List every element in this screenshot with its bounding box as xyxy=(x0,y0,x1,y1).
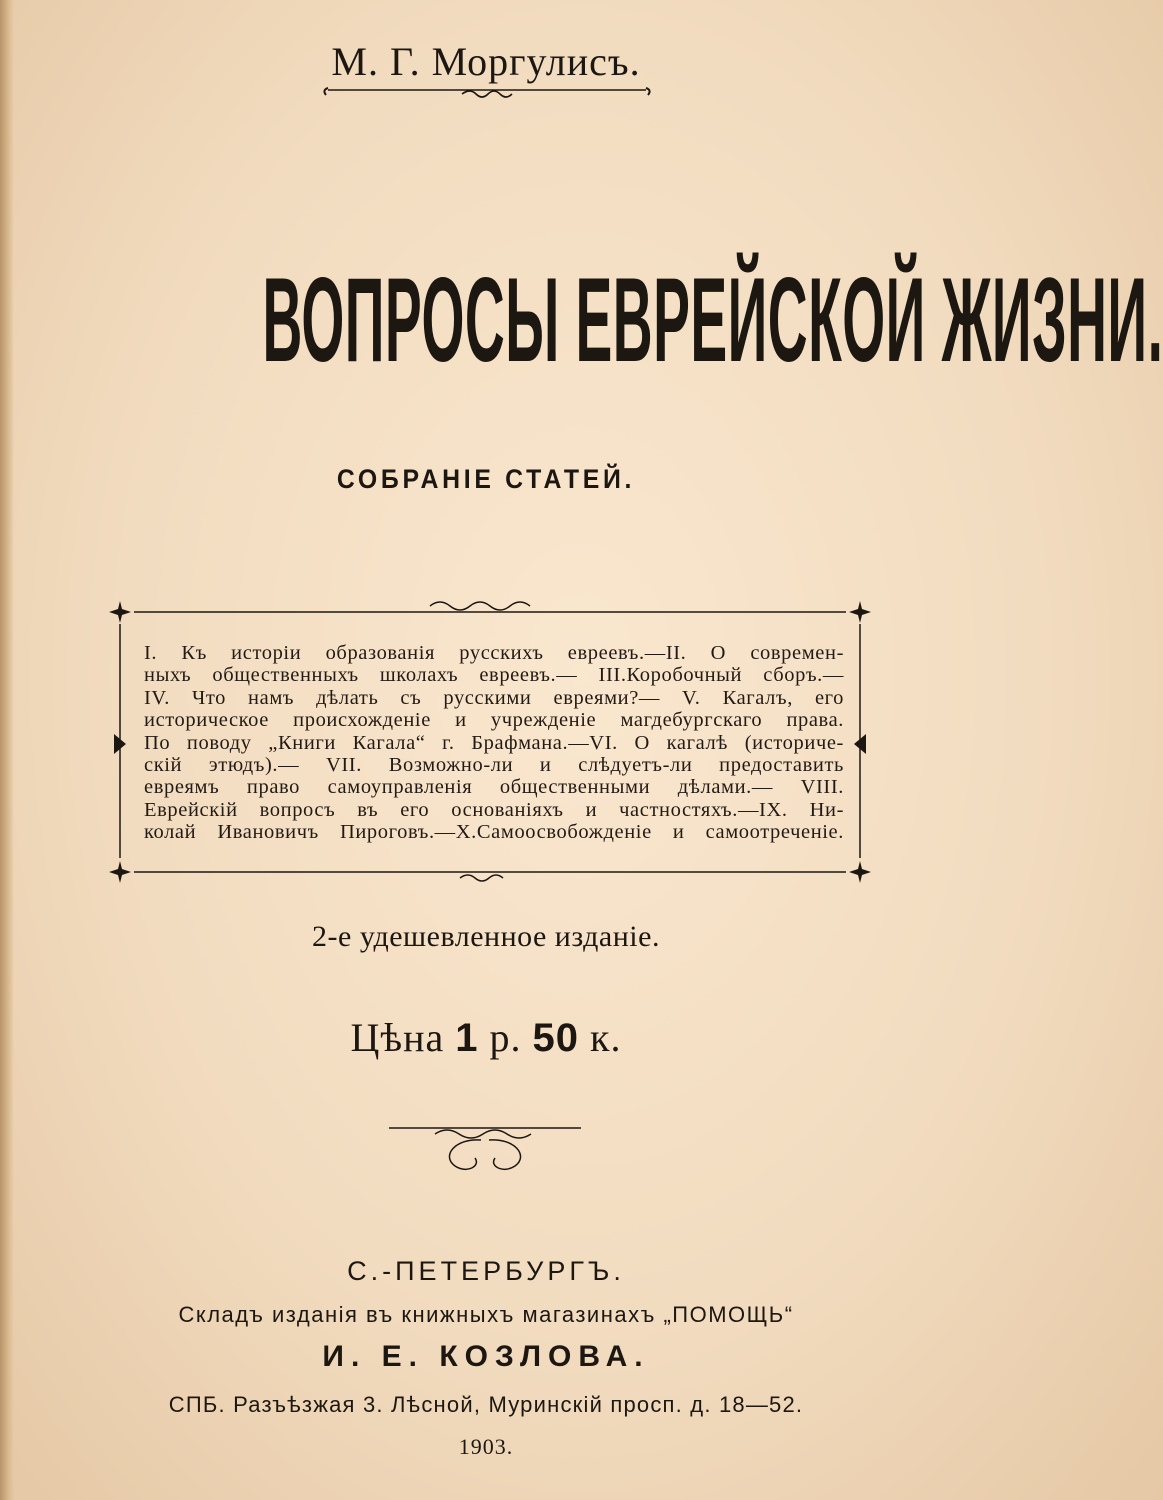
corner-ornament-icon xyxy=(109,601,131,623)
contents-line: евреямъ право самоуправленія общественными дѣлами.— VIII. xyxy=(144,776,844,799)
corner-ornament-icon xyxy=(849,601,871,623)
contents-line: По поводу „Книги Кагала“ г. Брафмана.—VI. О кагалѣ (историче- xyxy=(144,731,844,754)
author-name: М. Г. Моргулисъ. xyxy=(331,39,641,84)
price-kopecks: 50 xyxy=(532,1016,580,1060)
price-rubles-unit: р. xyxy=(489,1015,522,1060)
publisher-address: СПБ. Разъѣзжая 3. Лѣсной, Муринскій просп. д. 18—52. xyxy=(168,1392,804,1417)
contents-line: колай Ивановичъ Пироговъ.—X.Самоосвобожденіе и самоотреченіе. xyxy=(144,821,844,844)
decorative-rule-top xyxy=(322,82,652,106)
contents-line: Еврейскій вопросъ въ его основаніяхъ и частностяхъ.—IX. Ни- xyxy=(144,798,844,821)
book-subtitle: СОБРАНІЕ СТАТЕЙ. xyxy=(336,464,636,494)
publication-city: С.-ПЕТЕРБУРГЪ. xyxy=(347,1256,625,1286)
corner-ornament-icon xyxy=(109,861,131,883)
price-line xyxy=(0,1014,972,1061)
contents-line: ныхъ общественныхъ школахъ евреевъ.— III.Коробочный сборъ.— xyxy=(144,664,844,687)
book-title: ВОПРОСЫ ЕВРЕЙСКОЙ ЖИЗНИ. xyxy=(262,253,1163,387)
decorative-flourish-icon xyxy=(385,1120,585,1180)
price-label: Цѣна xyxy=(350,1015,445,1060)
price-rubles: 1 xyxy=(455,1016,479,1060)
edition-note: 2-е удешевленное изданіе. xyxy=(312,920,660,953)
table-of-contents xyxy=(144,642,844,844)
contents-line: IV. Что намъ дѣлать съ русскими евреями?— V. Кагалъ, его xyxy=(144,686,844,709)
contents-line: скій этюдъ).— VII. Возможно-ли и слѣдуетъ-ли предоставить xyxy=(144,754,844,777)
publication-year: 1903. xyxy=(458,1434,514,1459)
price-kopecks-unit: к. xyxy=(590,1015,622,1060)
contents-line: историческое происхожденіе и учрежденіе магдебургскаго права. xyxy=(144,709,844,732)
warehouse-note: Складъ изданія въ книжныхъ магазинахъ „ПОМОЩЬ“ xyxy=(178,1302,794,1327)
corner-ornament-icon xyxy=(849,861,871,883)
contents-line: I. Къ исторіи образованія русскихъ евреевъ.—II. О современ- xyxy=(144,642,844,664)
publisher-name: И. Е. КОЗЛОВА. xyxy=(322,1340,650,1373)
